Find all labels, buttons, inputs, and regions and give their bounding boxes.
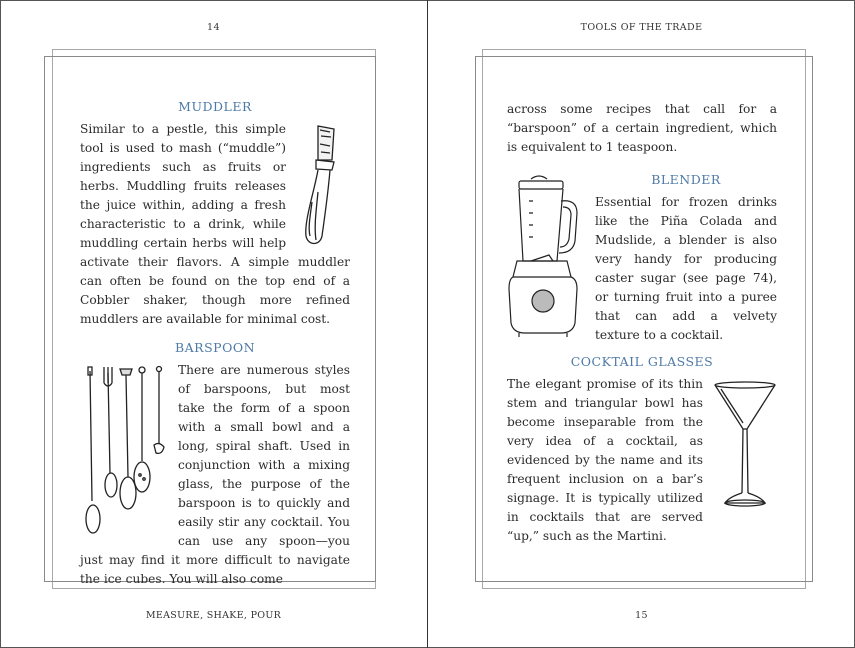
right-page-content xyxy=(507,100,777,546)
section-heading-muddler: MUDDLER xyxy=(178,99,252,114)
barspoon-description: There are numerous styles of barspoons, but most take the form of a spoon with a small bowl and a long, spiral shaft. Used in conjunction with a mixing glass, the purpose of the barspoon is to quickly and easily stir any cocktail. You can use any spoon—you just may find it more difficult to navigate the ice cubes. You will also come xyxy=(80,363,350,586)
right-page xyxy=(428,0,855,648)
section-heading-cocktail-glasses: COCKTAIL GLASSES xyxy=(570,354,714,369)
martini-glass-illustration xyxy=(711,377,781,513)
footer-book-title: MEASURE, SHAKE, POUR xyxy=(145,610,282,621)
left-page xyxy=(0,0,427,648)
blender-description: Essential for frozen drinks like the Piña Colada and Mudslide, a blender is also very handy for producing caster sugar (see page 74), or turning fruit into a puree that can add a velvety texture to a cocktail. xyxy=(595,195,777,342)
blender-illustration xyxy=(505,173,587,343)
page-number-right: 15 xyxy=(635,610,648,621)
barspoons-illustration xyxy=(80,361,170,541)
cocktail-glasses-description: The elegant promise of its thin stem and triangular bowl has become inseparable from the very idea of a cocktail, as evidenced by the name and its frequent inclusion on a bar’s signage. It is typically utilized in cocktails that are served “up,” such as the Martini. xyxy=(507,377,703,543)
muddler-illustration xyxy=(294,122,352,250)
page-number-left: 14 xyxy=(207,22,220,33)
barspoon-continuation: across some recipes that call for a “barspoon” of a certain ingredient, which is equivalent to 1 teaspoon. xyxy=(507,102,777,154)
muddler-description: Similar to a pestle, this simple tool is used to mash (“muddle”) ingredients such as fruits or herbs. Muddling fruits releases the juice within, adding a fresh characteristic to a drink, while muddling certain herbs will help activate their flavors. A simple muddler can often be found on the top end of a Cobbler shaker, though more refined muddlers are available for minimal cost. xyxy=(80,122,350,326)
section-heading-barspoon: BARSPOON xyxy=(174,340,256,355)
chapter-title: TOOLS OF THE TRADE xyxy=(580,22,703,33)
left-page-content xyxy=(80,98,350,589)
section-heading-blender: BLENDER xyxy=(651,172,721,187)
